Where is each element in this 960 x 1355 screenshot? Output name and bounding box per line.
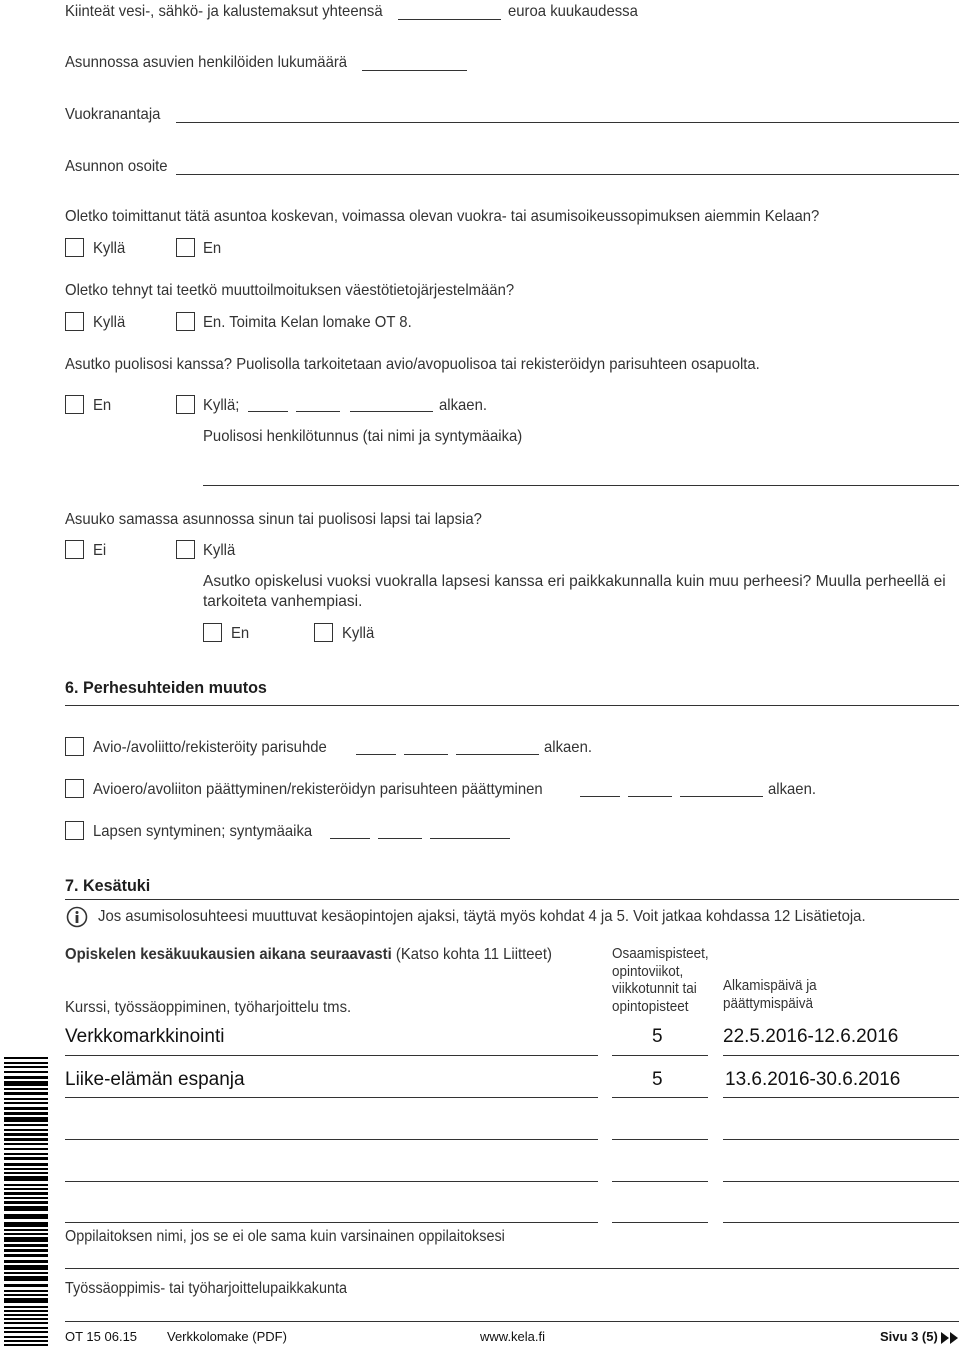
- study-row-line: [65, 1097, 598, 1098]
- study-row-empty-credits[interactable]: [612, 1181, 708, 1182]
- moving-yes-label: Kyllä: [93, 314, 126, 331]
- spouse-date-year[interactable]: [350, 411, 433, 412]
- study-row-course[interactable]: Liike-elämän espanja: [65, 1069, 245, 1090]
- footer-form-code: OT 15 06.15: [65, 1329, 138, 1344]
- study-row-period[interactable]: 22.5.2016-12.6.2016: [723, 1026, 899, 1047]
- divorce-label: Avioero/avoliiton päättyminen/rekisteröidyn parisuhteen päättyminen: [93, 781, 543, 798]
- charges-unit-label: euroa kuukaudessa: [508, 3, 638, 20]
- spouse-question: Asutko puolisosi kanssa? Puolisolla tarkoitetaan avio/avopuolisoa tai rekisteröidyn parisuhteen osapuolta.: [65, 356, 760, 373]
- study-row-line: [723, 1055, 959, 1056]
- col2-label-line: opintoviikot,: [612, 963, 684, 980]
- col2-label-line: Osaamispisteet,: [612, 946, 709, 962]
- children-yes-label: Kyllä: [203, 542, 236, 559]
- study-row-credits[interactable]: 5: [652, 1026, 663, 1047]
- study-row-empty-period[interactable]: [723, 1181, 959, 1182]
- section7-info: Jos asumisolosuhteesi muuttuvat kesäopintojen ajaksi, täytä myös kohdat 4 ja 5. Voit jatkaa kohdassa 12 Lisätietoja.: [98, 908, 866, 925]
- children-sub-no-checkbox[interactable]: [203, 623, 222, 642]
- workplace-label: Työssäoppimis- tai työharjoittelupaikkakunta: [65, 1280, 348, 1297]
- birth-label: Lapsen syntyminen; syntymäaika: [93, 823, 313, 840]
- moving-question: Oletko tehnyt tai teetkö muuttoilmoituksen väestötietojärjestelmään?: [65, 282, 515, 299]
- children-no-checkbox[interactable]: [65, 540, 84, 559]
- contract-yes-label: Kyllä: [93, 240, 126, 257]
- col2-label-line: viikkotunnit tai: [612, 981, 697, 997]
- section7-divider: [65, 899, 959, 900]
- study-row-line: [723, 1097, 959, 1098]
- charges-total-label: Kiinteät vesi-, sähkö- ja kalustemaksut yhteensä: [65, 3, 383, 20]
- study-row-line: [65, 1055, 598, 1056]
- spouse-id-label: Puolisosi henkilötunnus (tai nimi ja syntymäaika): [203, 428, 523, 445]
- spouse-no-checkbox[interactable]: [65, 395, 84, 414]
- children-yes-checkbox[interactable]: [176, 540, 195, 559]
- children-sub-yes-label: Kyllä: [342, 625, 375, 642]
- col2-label: [612, 946, 709, 1016]
- section6-title: 6. Perhesuhteiden muutos: [65, 678, 267, 697]
- study-row-line: [612, 1097, 708, 1098]
- divorce-date-year[interactable]: [680, 796, 763, 797]
- marriage-checkbox[interactable]: [65, 737, 84, 756]
- study-row-empty-credits[interactable]: [612, 1222, 708, 1223]
- study-row-empty-course[interactable]: [65, 1139, 598, 1140]
- moving-no-checkbox[interactable]: [176, 312, 195, 331]
- marriage-date-month[interactable]: [404, 754, 448, 755]
- barcode: [0, 1055, 50, 1350]
- children-question: Asuuko samassa asunnossa sinun tai puolisosi lapsi tai lapsia?: [65, 511, 482, 528]
- birth-date-year[interactable]: [430, 838, 510, 839]
- school-name-field[interactable]: [65, 1268, 959, 1269]
- contract-no-label: En: [203, 240, 222, 257]
- divorce-checkbox[interactable]: [65, 779, 84, 798]
- study-row-credits[interactable]: 5: [652, 1069, 663, 1090]
- study-row-empty-period[interactable]: [723, 1222, 959, 1223]
- marriage-label: Avio-/avoliitto/rekisteröity parisuhde: [93, 739, 327, 756]
- birth-date-month[interactable]: [378, 838, 422, 839]
- marriage-alkaen-label: alkaen.: [544, 739, 592, 756]
- study-heading-rest: (Katso kohta 11 Liitteet): [395, 946, 552, 963]
- col3-label-line: Alkamispäivä ja: [723, 978, 817, 994]
- info-icon: [66, 906, 88, 928]
- address-label: Asunnon osoite: [65, 158, 168, 175]
- col2-label-line: opintopisteet: [612, 998, 689, 1015]
- spouse-yes-label: Kyllä;: [203, 397, 240, 414]
- footer-page: Sivu 3 (5): [880, 1329, 938, 1344]
- footer-form-type: Verkkolomake (PDF): [167, 1329, 287, 1344]
- study-row-empty-period[interactable]: [723, 1139, 959, 1140]
- study-row-empty-credits[interactable]: [612, 1139, 708, 1140]
- spouse-date-day[interactable]: [248, 411, 288, 412]
- footer-website: www.kela.fi: [480, 1329, 546, 1344]
- charges-total-field[interactable]: [398, 19, 501, 20]
- children-sub-question: Asutko opiskelusi vuoksi vuokralla lapsesi kanssa eri paikkakunnalla kuin muu perheesi? Muulla perheellä ei tarkoiteta vanhempiasi.: [203, 573, 946, 610]
- address-field[interactable]: [176, 174, 959, 175]
- children-no-label: Ei: [93, 542, 107, 559]
- persons-count-field[interactable]: [362, 70, 467, 71]
- moving-no-label: En. Toimita Kelan lomake OT 8.: [203, 314, 412, 331]
- study-row-line: [612, 1055, 708, 1056]
- spouse-date-month[interactable]: [296, 411, 340, 412]
- col3-label: [723, 977, 817, 1013]
- divorce-date-day[interactable]: [580, 796, 620, 797]
- landlord-label: Vuokranantaja: [65, 106, 161, 123]
- spouse-alkaen-label: alkaen.: [439, 397, 487, 414]
- children-sub-yes-checkbox[interactable]: [314, 623, 333, 642]
- contract-no-checkbox[interactable]: [176, 238, 195, 257]
- col3-label-line: päättymispäivä: [723, 996, 813, 1012]
- school-name-label: Oppilaitoksen nimi, jos se ei ole sama kuin varsinainen oppilaitoksesi: [65, 1228, 505, 1245]
- persons-count-label: Asunnossa asuvien henkilöiden lukumäärä: [65, 54, 348, 71]
- study-heading-bold: Opiskelen kesäkuukausien aikana seuraavasti: [65, 946, 392, 963]
- section6-divider: [65, 705, 959, 706]
- spouse-yes-checkbox[interactable]: [176, 395, 195, 414]
- contract-question: Oletko toimittanut tätä asuntoa koskevan, voimassa olevan vuokra- tai asumisoikeussopimuksen aiemmin Kelaan?: [65, 208, 820, 225]
- spouse-no-label: En: [93, 397, 112, 414]
- spouse-id-field[interactable]: [203, 485, 959, 486]
- moving-yes-checkbox[interactable]: [65, 312, 84, 331]
- children-sub-no-label: En: [231, 625, 250, 642]
- divorce-alkaen-label: alkaen.: [768, 781, 816, 798]
- marriage-date-day[interactable]: [356, 754, 396, 755]
- study-row-course[interactable]: Verkkomarkkinointi: [65, 1026, 225, 1047]
- double-arrow-right-icon[interactable]: [941, 1331, 959, 1343]
- birth-date-day[interactable]: [330, 838, 370, 839]
- study-heading: [65, 945, 552, 965]
- study-row-empty-course[interactable]: [65, 1222, 598, 1223]
- study-row-period[interactable]: 13.6.2016-30.6.2016: [725, 1069, 901, 1090]
- col1-label: Kurssi, työssäoppiminen, työharjoittelu tms.: [65, 999, 352, 1016]
- study-row-empty-course[interactable]: [65, 1181, 598, 1182]
- marriage-date-year[interactable]: [456, 754, 539, 755]
- contract-yes-checkbox[interactable]: [65, 238, 84, 257]
- divorce-date-month[interactable]: [628, 796, 672, 797]
- birth-checkbox[interactable]: [65, 821, 84, 840]
- landlord-field[interactable]: [176, 122, 959, 123]
- workplace-field[interactable]: [65, 1321, 959, 1322]
- section7-title: 7. Kesätuki: [65, 876, 151, 895]
